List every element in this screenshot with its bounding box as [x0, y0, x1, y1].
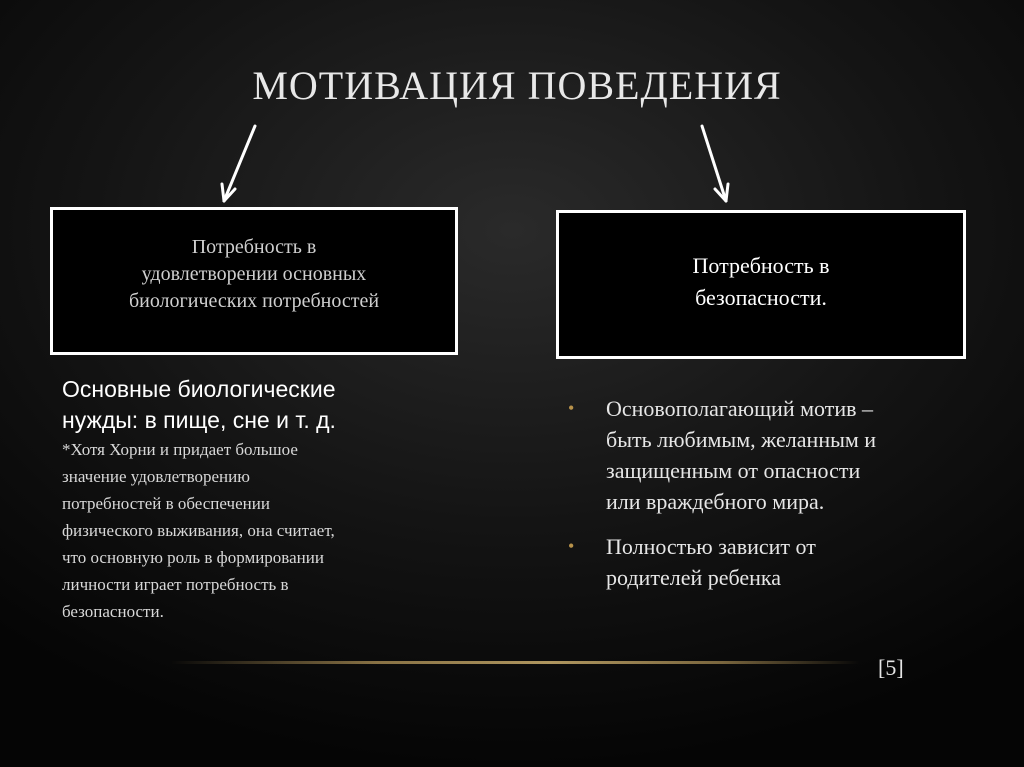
note-line: значение удовлетворению: [62, 467, 250, 486]
horney-note: [62, 436, 422, 625]
note-line: что основную роль в формировании: [62, 548, 324, 567]
note-line: потребностей в обеспечении: [62, 494, 270, 513]
bullet-line: Основополагающий мотив –: [606, 396, 874, 421]
box-line: Потребность в: [692, 252, 830, 278]
arrow-left: [222, 126, 255, 201]
bullet-icon: •: [568, 398, 575, 418]
bullet-icon: •: [568, 536, 575, 556]
box-line: безопасности.: [695, 284, 827, 310]
reference-number: [5]: [878, 655, 904, 680]
note-line: физического выживания, она считает,: [62, 521, 335, 540]
note-line: *Хотя Хорни и придает большое: [62, 440, 298, 459]
safety-need-box-text: [692, 250, 829, 314]
heading-line: нужды: в пище, сне и т. д.: [62, 407, 336, 433]
box-line: удовлетворении основных: [141, 262, 367, 285]
bullet-item: [568, 393, 968, 517]
arrow-right: [702, 126, 728, 201]
slide-title: МОТИВАЦИЯ ПОВЕДЕНИЯ: [252, 63, 782, 108]
bullet-line: Полностью зависит от: [606, 534, 816, 559]
safety-bullet-list: [568, 393, 968, 607]
note-line: безопасности.: [62, 602, 164, 621]
box-line: Потребность в: [191, 235, 317, 258]
bullet-item: [568, 531, 968, 593]
bullet-line: защищенным от опасности: [606, 458, 861, 483]
biological-needs-heading: [62, 374, 422, 436]
decorative-divider: [170, 661, 860, 664]
bullet-line: или враждебного мира.: [606, 489, 825, 514]
bullet-line: родителей ребенка: [606, 565, 782, 590]
biological-needs-description: [62, 374, 422, 625]
bullet-line: быть любимым, желанным и: [606, 427, 877, 452]
heading-line: Основные биологические: [62, 376, 336, 402]
biological-needs-box: [50, 207, 458, 355]
safety-need-box: [556, 210, 966, 359]
biological-needs-box-text: [129, 234, 379, 315]
note-line: личности играет потребность в: [62, 575, 289, 594]
box-line: биологических потребностей: [128, 289, 380, 312]
